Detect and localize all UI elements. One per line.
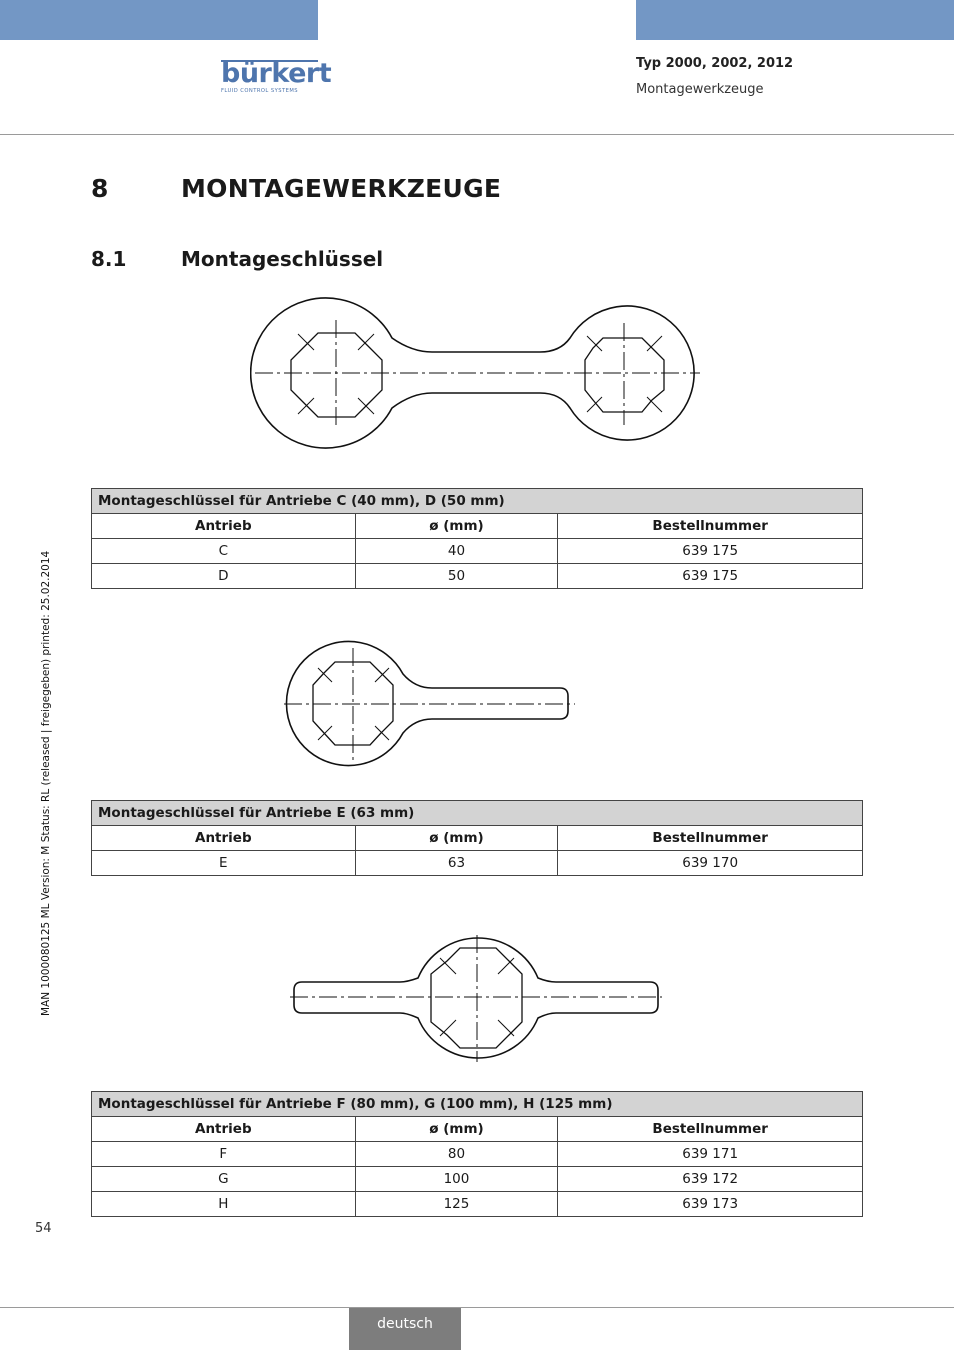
cell-antrieb: H <box>92 1192 356 1217</box>
table-caption: Montageschlüssel für Antriebe F (80 mm), G (100 mm), H (125 mm) <box>92 1092 863 1117</box>
document-type: Typ 2000, 2002, 2012 <box>636 56 794 71</box>
column-header-bestellnummer: Bestellnummer <box>558 826 863 851</box>
column-header-bestellnummer: Bestellnummer <box>558 1117 863 1142</box>
document-section: Montagewerkzeuge <box>636 82 764 97</box>
cell-antrieb: C <box>92 539 356 564</box>
cell-diameter: 50 <box>355 564 558 589</box>
table-row <box>92 1192 863 1217</box>
table-row <box>92 1167 863 1192</box>
table-caption: Montageschlüssel für Antriebe E (63 mm) <box>92 801 863 826</box>
column-header-diameter: ø (mm) <box>355 826 558 851</box>
wrench-drawing-t-handle <box>285 920 670 1070</box>
cell-diameter: 63 <box>355 851 558 876</box>
table-row <box>92 1142 863 1167</box>
chapter-title: MONTAGEWERKZEUGE <box>181 174 502 203</box>
cell-order-number: 639 172 <box>558 1167 863 1192</box>
wrench-drawing-double-ended <box>250 295 710 455</box>
cell-antrieb: D <box>92 564 356 589</box>
cell-order-number: 639 171 <box>558 1142 863 1167</box>
page-number: 54 <box>35 1221 52 1236</box>
table-row <box>92 539 863 564</box>
cell-diameter: 100 <box>355 1167 558 1192</box>
table-caption: Montageschlüssel für Antriebe C (40 mm), D (50 mm) <box>92 489 863 514</box>
table-row <box>92 851 863 876</box>
column-header-antrieb: Antrieb <box>92 826 356 851</box>
column-header-diameter: ø (mm) <box>355 1117 558 1142</box>
header-divider <box>0 134 954 135</box>
language-tab: deutsch <box>349 1308 461 1350</box>
header-color-bar-left <box>0 0 318 40</box>
logo-wordmark: bürkert <box>221 58 332 89</box>
cell-antrieb: G <box>92 1167 356 1192</box>
cell-diameter: 125 <box>355 1192 558 1217</box>
wrench-drawing-single-handle <box>280 632 580 772</box>
cell-order-number: 639 173 <box>558 1192 863 1217</box>
cell-antrieb: E <box>92 851 356 876</box>
header-color-bar-right <box>636 0 954 40</box>
burkert-logo <box>221 58 332 98</box>
section-title: Montageschlüssel <box>181 247 384 271</box>
chapter-number: 8 <box>91 174 109 203</box>
footer-divider <box>0 1307 954 1308</box>
document-metadata-vertical: MAN 1000080125 ML Version: M Status: RL (released | freigegeben) printed: 25.02.2014 <box>40 550 52 1016</box>
table-row <box>92 564 863 589</box>
spec-table-c-d <box>91 488 863 589</box>
cell-order-number: 639 170 <box>558 851 863 876</box>
spec-table-e <box>91 800 863 876</box>
column-header-antrieb: Antrieb <box>92 1117 356 1142</box>
column-header-antrieb: Antrieb <box>92 514 356 539</box>
cell-antrieb: F <box>92 1142 356 1167</box>
column-header-diameter: ø (mm) <box>355 514 558 539</box>
cell-diameter: 40 <box>355 539 558 564</box>
column-header-bestellnummer: Bestellnummer <box>558 514 863 539</box>
logo-tagline: FLUID CONTROL SYSTEMS <box>221 88 298 94</box>
spec-table-f-g-h <box>91 1091 863 1217</box>
cell-order-number: 639 175 <box>558 564 863 589</box>
section-number: 8.1 <box>91 247 127 271</box>
cell-diameter: 80 <box>355 1142 558 1167</box>
cell-order-number: 639 175 <box>558 539 863 564</box>
